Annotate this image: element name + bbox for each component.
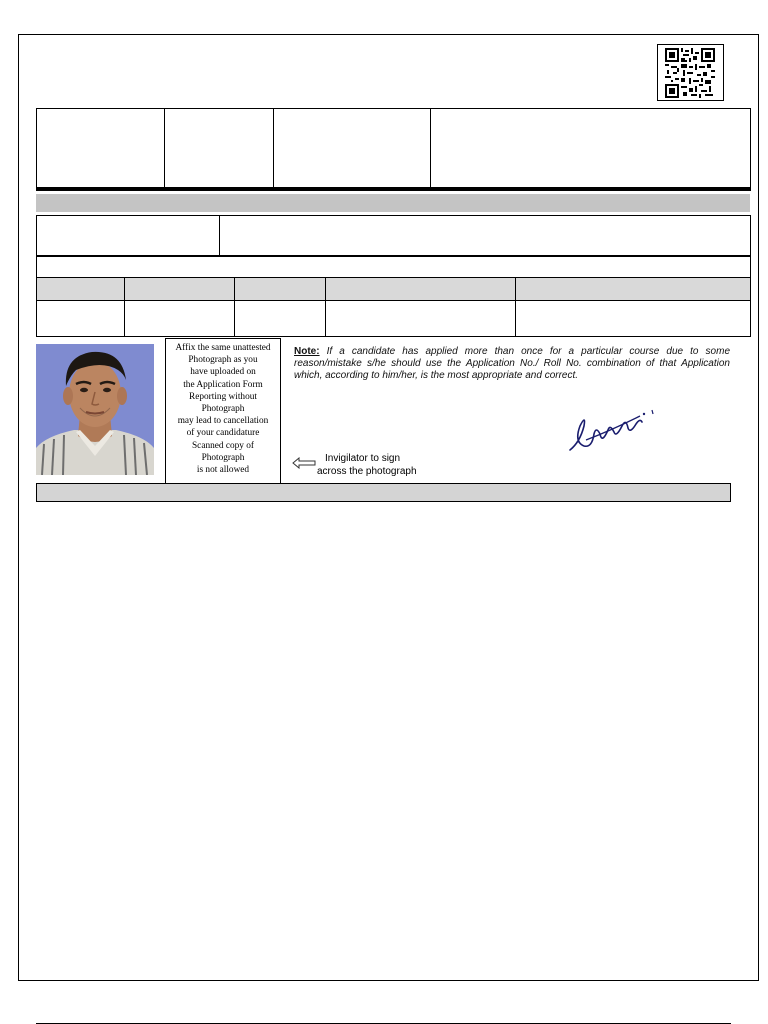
qr-code (657, 44, 724, 101)
table-cell (274, 109, 431, 188)
table-row (37, 216, 751, 256)
signature (566, 404, 658, 461)
table-cell (274, 190, 751, 191)
table-cell (37, 257, 751, 278)
section-header-bar (36, 194, 750, 212)
invigilator-instruction (317, 452, 417, 478)
affix-line: Scanned copy of (192, 440, 254, 451)
affix-line: of your candidature (186, 428, 260, 439)
table-cell (165, 190, 274, 191)
table-cell (326, 301, 516, 337)
affix-line: Reporting without (189, 391, 257, 402)
affix-line: have uploaded on (190, 367, 256, 378)
candidate-photo (36, 344, 154, 475)
invigilator-line-1: Invigilator to sign (325, 453, 401, 464)
table-cell (37, 301, 125, 337)
table-header-cell (125, 278, 235, 301)
table-cell (125, 301, 235, 337)
affix-line: Photograph (201, 452, 245, 463)
affix-line: Photograph as you (188, 355, 258, 366)
table-cell (37, 109, 165, 188)
invigilator-line-2: across the photograph (317, 466, 417, 477)
table-cell (235, 301, 326, 337)
candidate-photo-icon (36, 344, 154, 475)
table-cell (37, 216, 220, 256)
affix-line: Photograph (201, 404, 245, 415)
table-cell (37, 190, 165, 191)
table-header-cell (516, 278, 751, 301)
candidate-note (294, 346, 730, 382)
left-arrow-icon (292, 456, 316, 474)
exam-schedule-table (36, 256, 751, 337)
table-row (37, 190, 751, 191)
note-text: If a candidate has applied more than once for a particular course due to some reason/mistake s/he should use the Application No./ Roll No. combination of that Application which, according to him/her, is the most appropriate and correct. (294, 346, 731, 381)
table-cell (516, 301, 751, 337)
table-cell (165, 109, 274, 188)
affix-line: the Application Form (183, 379, 263, 390)
table-header-row (37, 278, 751, 301)
candidate-details-table (36, 108, 751, 191)
qr-code-icon (665, 48, 715, 98)
table-header-cell (37, 278, 125, 301)
note-label: Note: (294, 346, 320, 357)
affix-photo-instructions (165, 338, 281, 484)
table-header-cell (326, 278, 516, 301)
affix-line: is not allowed (196, 465, 250, 476)
affix-line: Affix the same unattested (175, 343, 271, 353)
table-row (37, 301, 751, 337)
footer-bar (36, 483, 731, 502)
table-header-cell (235, 278, 326, 301)
table-row (37, 109, 751, 188)
centre-details-table (36, 215, 751, 257)
signature-icon (566, 404, 658, 456)
table-cell (220, 216, 751, 256)
affix-line: may lead to cancellation (177, 416, 269, 427)
table-cell (431, 109, 751, 188)
table-row (37, 257, 751, 278)
